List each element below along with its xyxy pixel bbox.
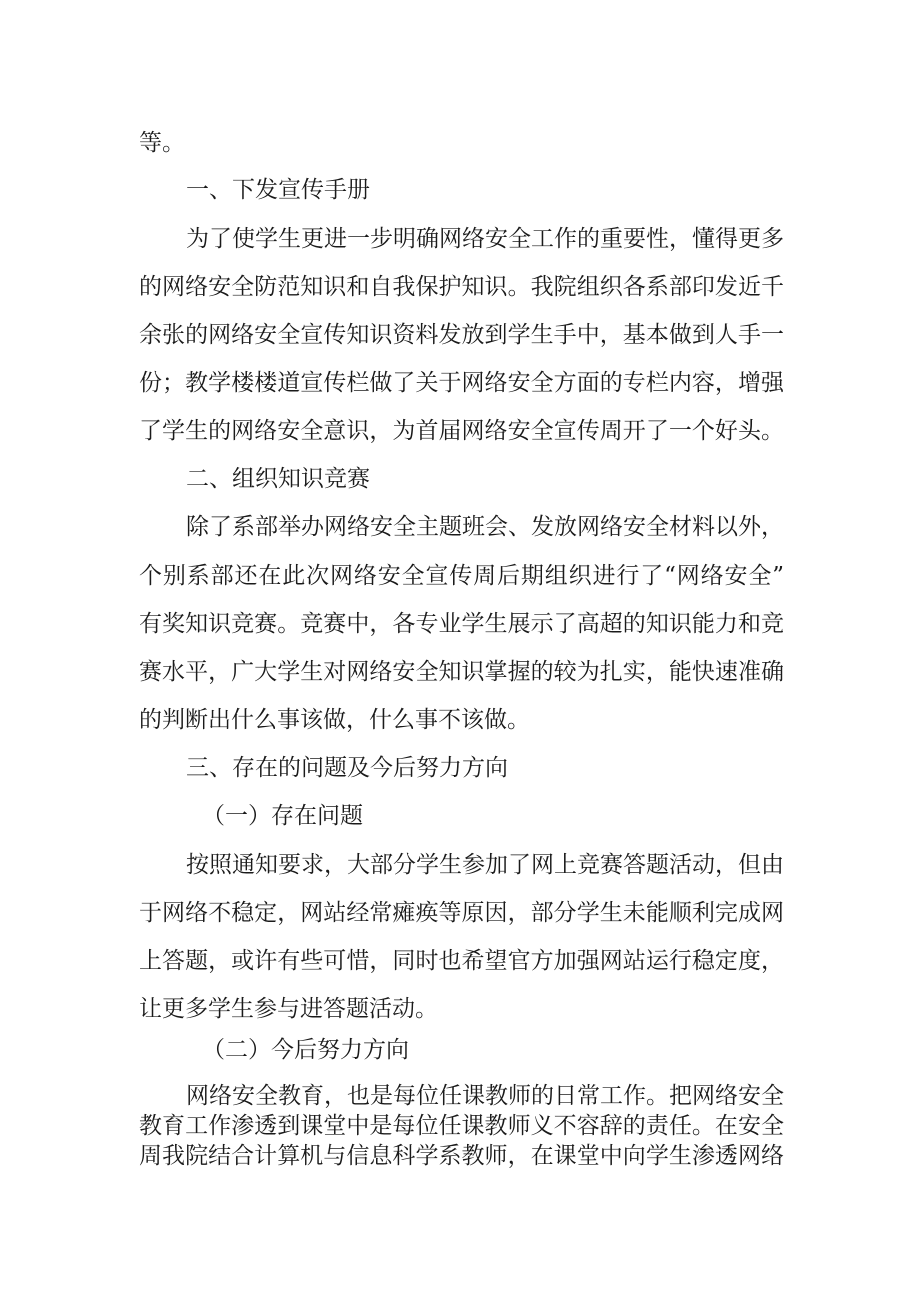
- continuation-text: 等。: [139, 130, 185, 156]
- paragraph-line: 为了使学生更进一步明确网络安全工作的重要性，懂得更多: [186, 226, 784, 252]
- section-1-heading: 一、下发宣传手册: [186, 177, 370, 203]
- paragraph-line: 个别系部还在此次网络安全宣传周后期组织进行了“网络安全”: [139, 563, 784, 589]
- paragraph-line: 有奖知识竞赛。竞赛中，各专业学生展示了高超的知识能力和竞: [139, 611, 784, 637]
- subsection-2-heading: （二）今后努力方向: [202, 1037, 409, 1063]
- paragraph-line: 周我院结合计算机与信息科学系教师，在课堂中向学生渗透网络: [139, 1143, 784, 1169]
- section-3-heading: 三、存在的问题及今后努力方向: [186, 755, 508, 781]
- section-2-heading: 二、组织知识竞赛: [186, 466, 370, 492]
- paragraph-line: 网络安全教育，也是每位任课教师的日常工作。把网络安全: [186, 1083, 784, 1109]
- paragraph-line: 份；教学楼楼道宣传栏做了关于网络安全方面的专栏内容，增强: [139, 370, 784, 396]
- paragraph-line: 了学生的网络安全意识，为首届网络安全宣传周开了一个好头。: [139, 418, 784, 444]
- paragraph-line: 赛水平，广大学生对网络安全知识掌握的较为扎实，能快速准确: [139, 659, 784, 685]
- paragraph-line: 按照通知要求，大部分学生参加了网上竞赛答题活动，但由: [186, 852, 784, 878]
- paragraph-line: 余张的网络安全宣传知识资料发放到学生手中，基本做到人手一: [139, 322, 784, 348]
- paragraph-line: 上答题，或许有些可惜，同时也希望官方加强网站运行稳定度，: [139, 948, 784, 974]
- paragraph-line: 的网络安全防范知识和自我保护知识。我院组织各系部印发近千: [139, 274, 784, 300]
- paragraph-line: 除了系部举办网络安全主题班会、发放网络安全材料以外，: [186, 514, 784, 540]
- paragraph-line: 于网络不稳定，网站经常瘫痪等原因，部分学生未能顺利完成网: [139, 900, 784, 926]
- subsection-1-heading: （一）存在问题: [202, 803, 363, 829]
- paragraph-line: 让更多学生参与进答题活动。: [139, 996, 438, 1022]
- paragraph-line: 教育工作渗透到课堂中是每位任课教师义不容辞的责任。在安全: [139, 1113, 784, 1139]
- paragraph-line: 的判断出什么事该做，什么事不该做。: [139, 707, 530, 733]
